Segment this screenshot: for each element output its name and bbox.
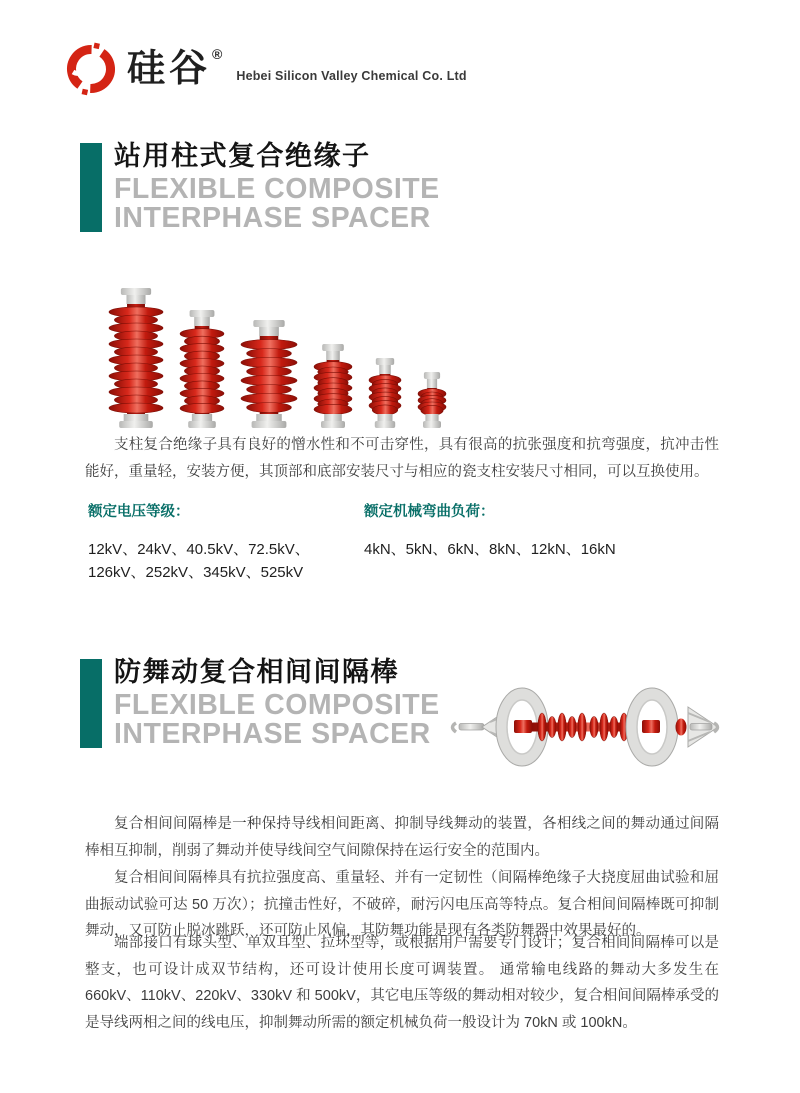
brand-header bbox=[64, 42, 467, 96]
section2-paragraph-1: 复合相间间隔棒是一种保持导线相间距离、抑制导线舞动的装置，各相线之间的舞动通过间隔棒相互抑制，削弱了舞动并使导线间空气间隙保持在运行安全的范围内。 bbox=[85, 816, 719, 859]
company-name: Hebei Silicon Valley Chemical Co. Ltd bbox=[236, 69, 467, 83]
load-spec bbox=[364, 500, 616, 561]
post-insulator-image bbox=[417, 372, 447, 428]
section2-subtitle-line1: FLEXIBLE COMPOSITE bbox=[114, 689, 440, 721]
load-spec-label: 额定机械弯曲负荷： bbox=[364, 504, 495, 520]
interphase-spacer-image bbox=[446, 672, 724, 778]
load-spec-values: 4kN、5kN、6kN、8kN、12kN、16kN bbox=[364, 541, 616, 558]
section2-title: 防舞动复合相间间隔棒 bbox=[114, 657, 399, 687]
section2-paragraph-2: 复合相间间隔棒具有抗拉强度高、重量轻、并有一定韧性（间隔棒绝缘子大挠度屈曲试验和屈曲振动试验可达 50 万次）；抗撞击性好，不破碎，耐污闪电压高等特点。复合相间间隔棒既可抑制舞动，又可防止脱冰跳跃，还可防止风偏，其防舞功能是现有各类防舞器中效果最好的。 bbox=[85, 870, 719, 939]
section1-description: 支柱复合绝缘子具有良好的憎水性和不可击穿性，具有很高的抗张强度和抗弯强度，抗冲击性能好，重量轻，安装方便，其顶部和底部安装尺寸与相应的瓷支柱安装尺寸相同，可以互换使用。 bbox=[85, 437, 719, 480]
voltage-spec bbox=[88, 500, 310, 584]
section1-accent-bar bbox=[80, 143, 102, 232]
voltage-spec-values-line1: 12kV、24kV、40.5kV、72.5kV、 bbox=[88, 541, 310, 558]
logo-text: 硅谷 bbox=[127, 48, 212, 90]
section1-subtitle-line1: FLEXIBLE COMPOSITE bbox=[114, 173, 440, 205]
post-insulator-image bbox=[240, 320, 298, 428]
section1-subtitle-line2: INTERPHASE SPACER bbox=[114, 201, 431, 234]
post-insulator-image bbox=[108, 288, 164, 428]
voltage-spec-values-line2: 126kV、252kV、345kV、525kV bbox=[88, 564, 304, 581]
post-insulators-figure bbox=[108, 286, 447, 428]
section2-paragraph-3: 端部接口有球头型、单双耳型、拉环型等，或根据用户需要专门设计；复合相间间隔棒可以是整支，也可设计成双节结构，还可设计使用长度可调装置。 通常输电线路的舞动大多发生在 660kV、110kV、220kV、330kV 和 500kV，其它电压等级的舞动相对较少，复合相间间隔棒承受的是导线两相之间的线电压，抑制舞动所需的额定机械负荷一般设计为 70kN 或 100kN。 bbox=[85, 935, 719, 1031]
section2-subtitle-line2: INTERPHASE SPACER bbox=[114, 717, 431, 750]
voltage-spec-label: 额定电压等级： bbox=[88, 504, 190, 520]
section1-header bbox=[80, 140, 580, 232]
interphase-spacer-figure bbox=[446, 672, 724, 783]
section1-title: 站用柱式复合绝缘子 bbox=[114, 141, 371, 171]
section2-accent-bar bbox=[80, 659, 102, 748]
registered-mark: ® bbox=[212, 46, 223, 62]
company-logo-icon bbox=[64, 42, 118, 96]
post-insulator-image bbox=[179, 310, 225, 428]
post-insulator-image bbox=[368, 358, 402, 428]
post-insulator-image bbox=[313, 344, 353, 428]
